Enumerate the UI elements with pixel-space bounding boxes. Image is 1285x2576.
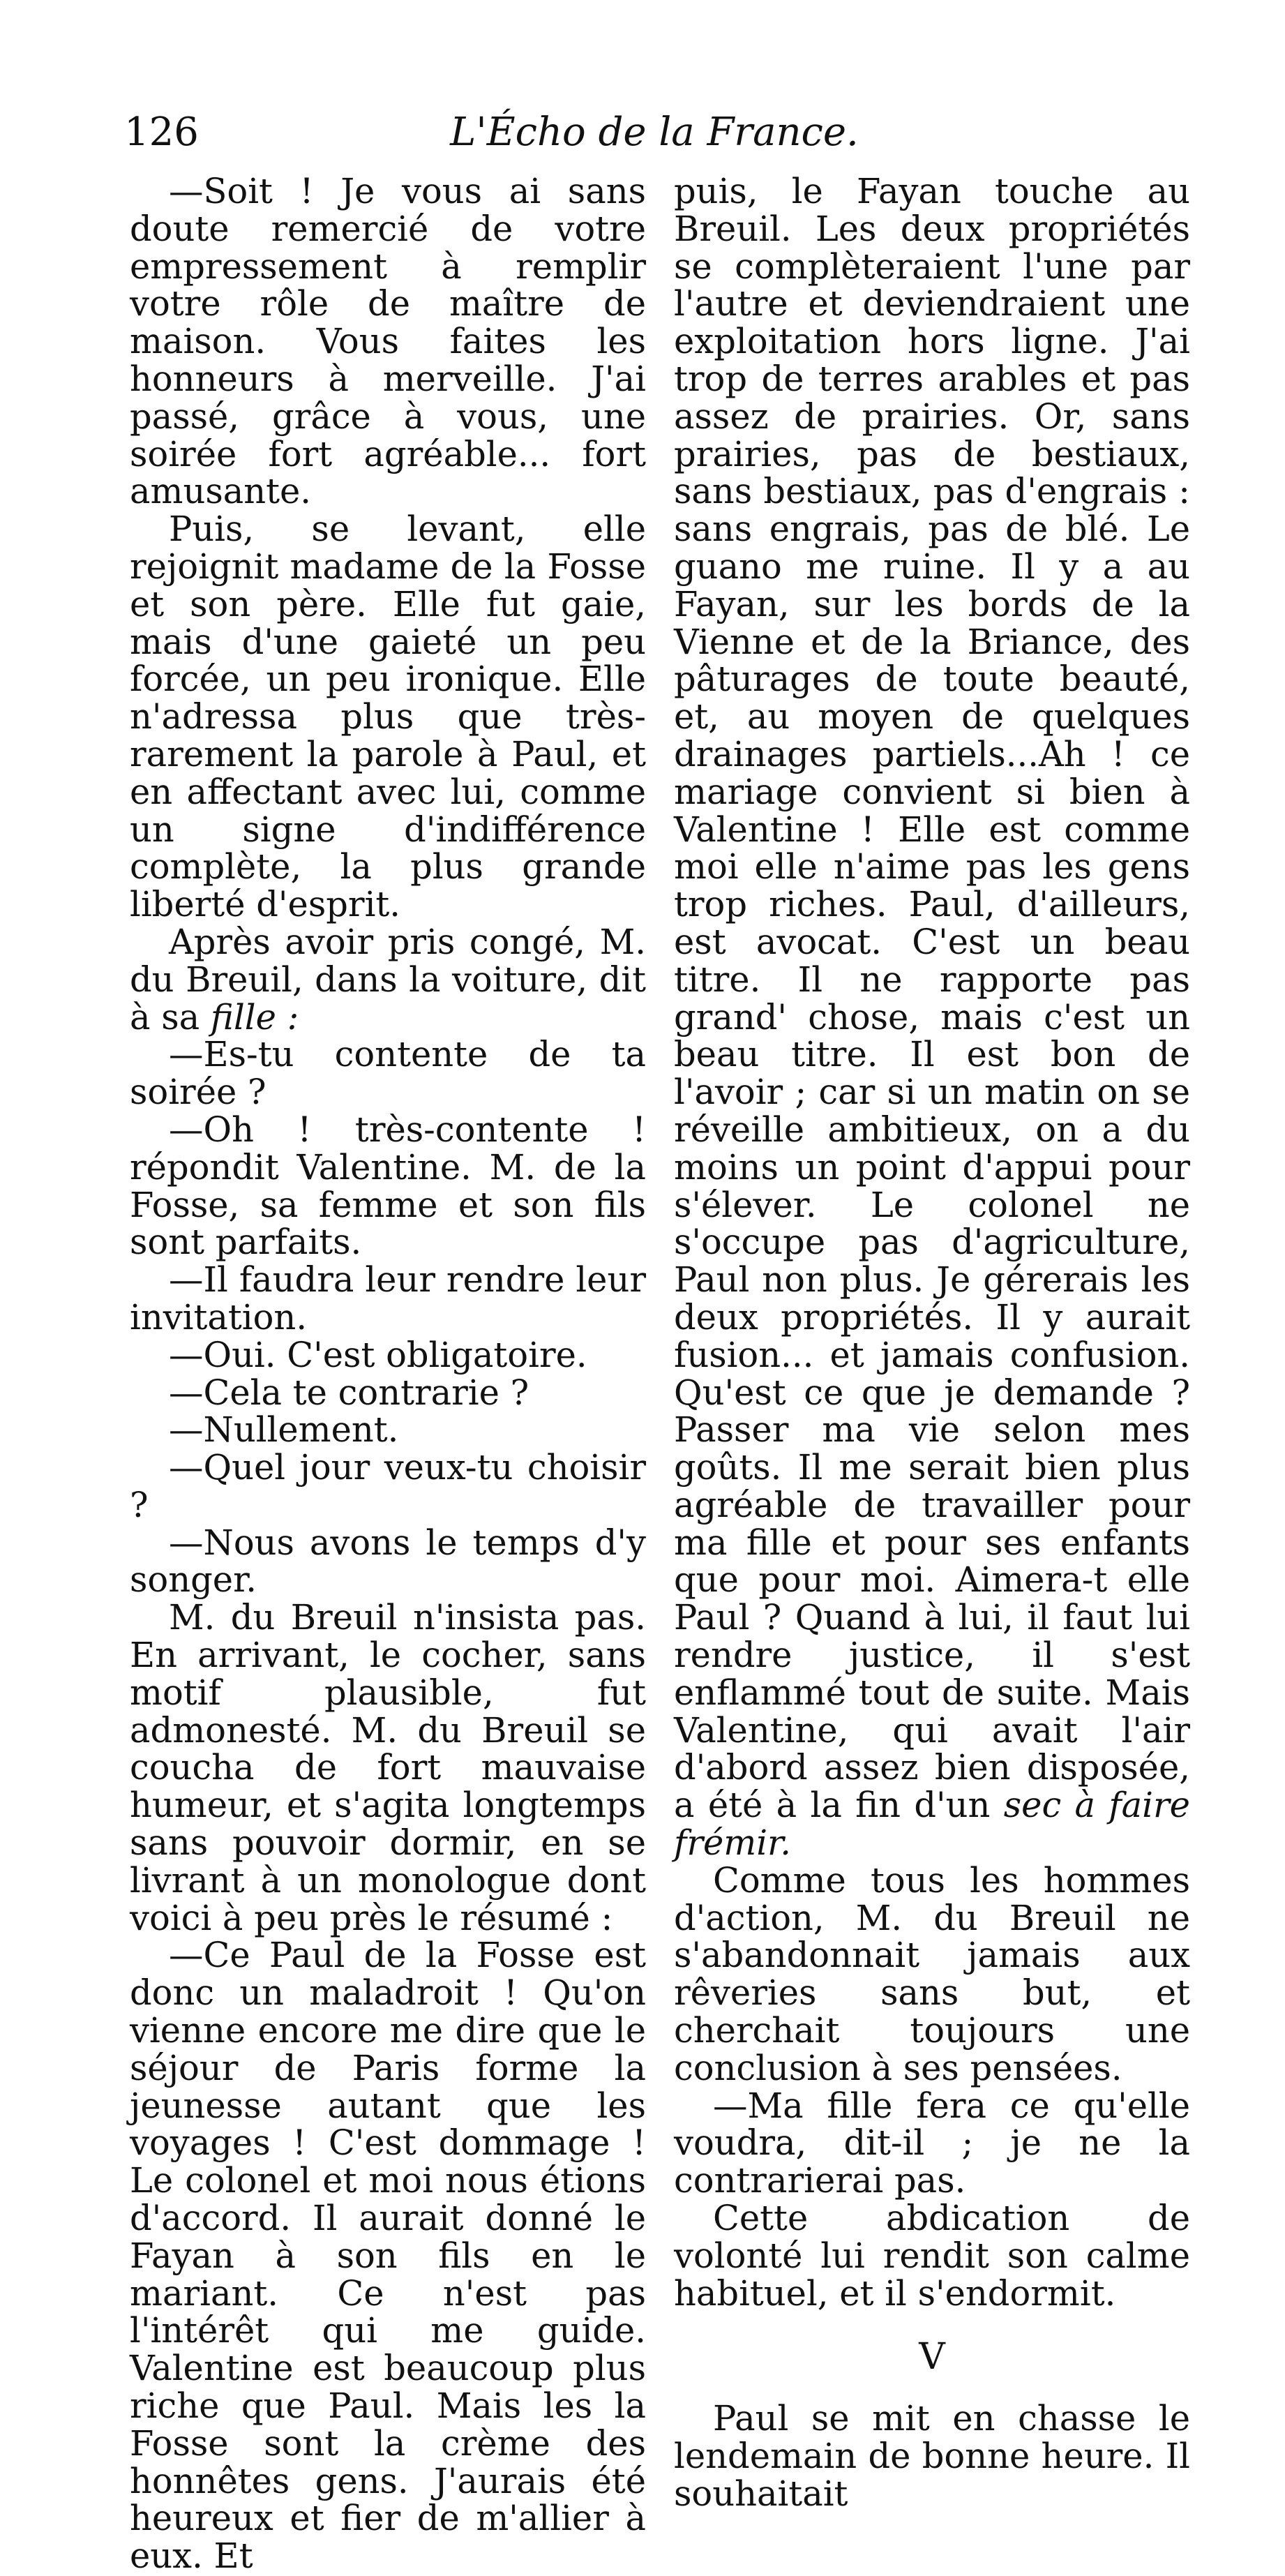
paragraph: —Nullement.: [169, 1409, 399, 1451]
paragraph: —Es-tu contente de ta soirée ?: [130, 1034, 646, 1113]
paragraph: M. du Breuil n'insista pas. En arrivant, le cocher, sans motif plausible, fut admonesté. M. du Breuil se coucha de fort mauvaise humeur, et s'agita longtemps sans pouvoir dormir, en se livrant à un monologue dont voici à peu près le résumé :: [130, 1597, 646, 1938]
paragraph: —Cela te contrarie ?: [169, 1372, 529, 1413]
page-number: 126: [124, 110, 199, 155]
section-heading: V: [919, 2336, 945, 2379]
paragraph-text: puis, le Fayan touche au Breuil. Les deux propriétés se complèteraient l'une par l'autre et deviendraient une exploitation hors ligne. J'ai trop de terres arables et pas assez de prairies. Or, sans prairies, pas de bestiaux, sans bestiaux, pas d'engrais : sans engrais, pas de blé. Le guano me ruine. Il y a au Fayan, sur les bords de la Vienne et de la Briance, des pâturages de toute beauté, et, au moyen de quelques drainages partiels...Ah ! ce mariage convient si bien à Valentine ! Elle est comme moi elle n'aime pas les gens trop riches. Paul, d'ailleurs, est avocat. C'est un beau titre. Il ne rapporte pas grand' chose, mais c'est un beau titre. Il est bon de l'avoir ; car si un matin on se réveille ambitieux, on a du moins un point d'appui pour s'élever. Le colonel ne s'occupe pas d'agriculture, Paul non plus. Je gérerais les deux propriétés. Il y aurait fusion... et jamais confusion. Qu'est ce que je demande ? Passer ma vie selon mes goûts. Il me serait bien plus agréable de travailler pour ma fille et pour ses enfants que pour moi. Aimera-t elle Paul ? Quand à lui, il faut lui rendre justice, il s'est enflammé tout de suite. Mais Valentine, qui avait l'air d'abord assez bien disposée, a été à la fin d'un: [674, 171, 1190, 1826]
paragraph: —Soit ! Je vous ai sans doute remercié de votre empressement à remplir votre rôle de maître de maison. Vous faites les honneurs à merveille. J'ai passé, grâce à vous, une soirée fort agréable... fort amusante.: [130, 171, 646, 512]
page-header: [124, 105, 1185, 160]
paragraph: —Quel jour veux-tu choisir ?: [130, 1447, 646, 1525]
running-title: L'Écho de la France.: [450, 110, 859, 155]
right-column: [674, 173, 1190, 2513]
paragraph: Puis, se levant, elle rejoignit madame de la Fosse et son père. Elle fut gaie, mais d'une gaieté un peu forcée, un peu ironique. Elle n'adressa plus que très-rarement la parole à Paul, et en affectant avec lui, comme un signe d'indifférence complète, la plus grande liberté d'esprit.: [130, 509, 646, 925]
paragraph: [130, 921, 646, 1038]
paragraph-text: Après avoir pris congé, M. du Breuil, dans la voiture, dit à sa: [130, 921, 646, 1038]
paragraph: —Oui. C'est obligatoire.: [169, 1334, 587, 1375]
paragraph: [674, 173, 1190, 1862]
paragraph: —Il faudra leur rendre leur invitation.: [130, 1259, 646, 1338]
italic-word: fille :: [210, 996, 299, 1038]
paragraph: Comme tous les hommes d'action, M. du Breuil ne s'abandonnait jamais aux rêveries sans but, et cherchait toujours une conclusion à ses pensées.: [674, 1859, 1190, 2088]
paragraph: Paul se mit en chasse le lendemain de bonne heure. Il souhaitait: [674, 2398, 1190, 2515]
italic-phrase: sec à faire frémir.: [674, 1785, 1190, 1864]
paragraph: —Nous avons le temps d'y songer.: [130, 1522, 646, 1601]
left-column: [130, 173, 646, 2575]
paragraph: —Oh ! très-contente ! répondit Valentine. M. de la Fosse, sa femme et son fils sont parfaits.: [130, 1109, 646, 1263]
paragraph: Cette abdication de volonté lui rendit son calme habituel, et il s'endormit.: [674, 2198, 1190, 2314]
paragraph: —Ma fille fera ce qu'elle voudra, dit-il ; je ne la contrarierai pas.: [674, 2085, 1190, 2201]
paragraph: —Ce Paul de la Fosse est donc un maladroit ! Qu'on vienne encore me dire que le séjour de Paris forme la jeunesse autant que les voyages ! C'est dommage ! Le colonel et moi nous étions d'accord. Il aurait donné le Fayan à son fils en le mariant. Ce n'est pas l'intérêt qui me guide. Valentine est beaucoup plus riche que Paul. Mais les la Fosse sont la crème des honnêtes gens. J'aurais été heureux et fier de m'allier à eux. Et: [130, 1935, 646, 2576]
